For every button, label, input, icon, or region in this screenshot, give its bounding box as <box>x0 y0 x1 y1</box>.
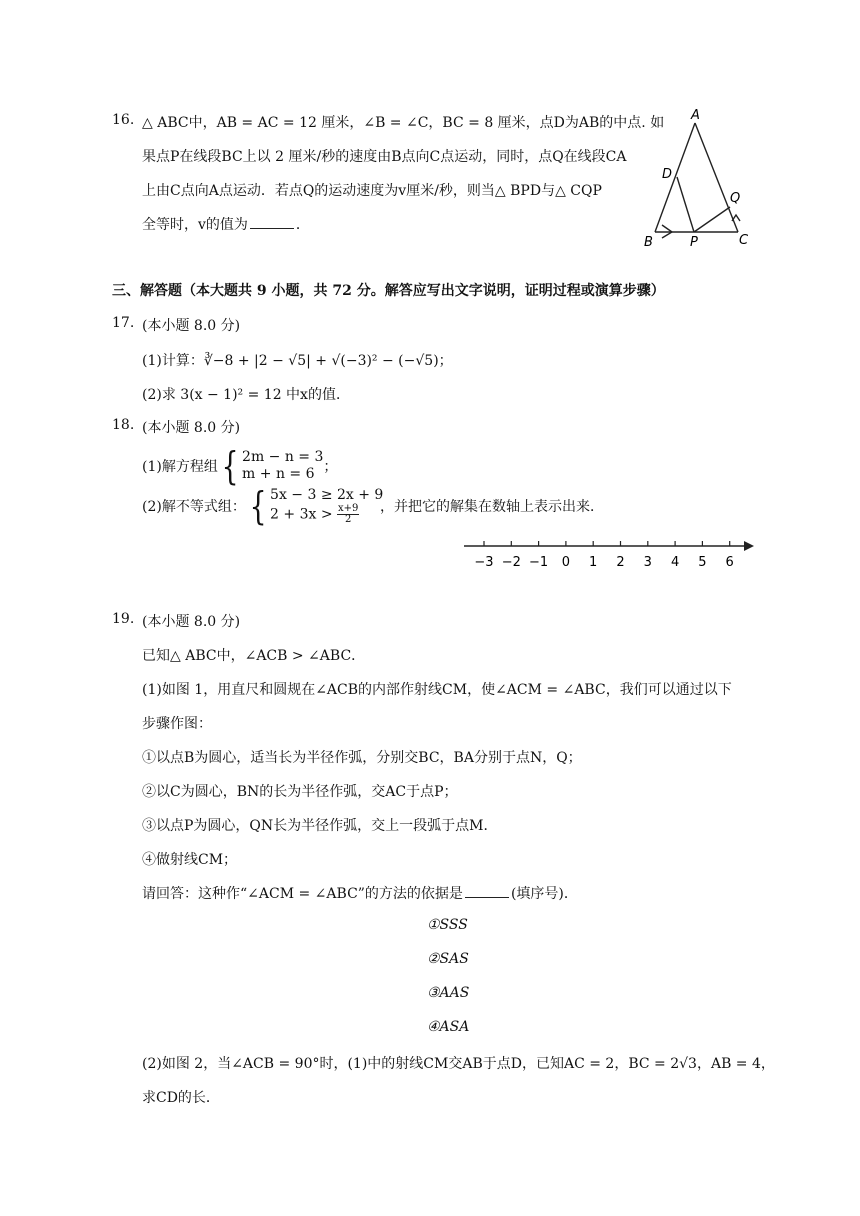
q18-part-1-system <box>242 449 323 483</box>
q18-fraction-denominator: 2 <box>345 514 352 525</box>
q19-part-2-line-1: (2)如图 2，当∠ACB = 90°时，(1)中的射线CM交AB于点D，已知AC = 2，BC = 2√3，AB = 4， <box>142 1056 775 1072</box>
q16-text-line-3: 上由C点向A点运动．若点Q的运动速度为v厘米/秒，则当△ BPD与△ CQP <box>142 183 602 199</box>
q19-part-1-line-2: 步骤作图： <box>142 716 212 732</box>
q19-part-1-line-1: (1)如图 1，用直尺和圆规在∠ACB的内部作射线CM，使∠ACM = ∠ABC，我们可以通过以下 <box>142 682 732 698</box>
q18-part-2-suffix: ，并把它的解集在数轴上表示出来． <box>380 499 605 515</box>
number-line-tick-label: 3 <box>643 555 652 570</box>
q16-text-line-4-b: ． <box>295 217 310 233</box>
triangle-figure <box>636 104 758 250</box>
q18-eq-2: m + n = 6 <box>242 466 315 482</box>
number-line-tick-label: −3 <box>474 555 494 570</box>
number-line-tick-label: 6 <box>725 555 734 570</box>
q19-score: (本小题 8.0 分) <box>142 614 241 630</box>
q17-number: 17. <box>112 315 135 331</box>
q18-ineq-2-fraction <box>337 504 359 525</box>
q18-ineq-2-left: 2 + 3x > <box>270 506 333 523</box>
q16-text-line-4 <box>142 214 310 234</box>
q16-answer-blank <box>250 214 294 229</box>
number-line-tick-label: 4 <box>670 555 680 570</box>
q19-step-3: ③以点P为圆心，QN长为半径作弧，交上一段弧于点M． <box>142 818 498 834</box>
q18-ineq-1: 5x − 3 ≥ 2x + 9 <box>270 487 384 503</box>
number-line-tick-label: −1 <box>529 555 549 570</box>
q18-part-1-brace: { <box>221 444 239 488</box>
q18-part-1-prefix: (1)解方程组 <box>142 459 218 475</box>
number-line-tick-label: 1 <box>589 555 598 570</box>
number-line-tick-label: 0 <box>561 555 571 570</box>
number-line-arrow <box>744 541 754 551</box>
q19-step-4: ④做射线CM； <box>142 852 238 868</box>
number-line-tick-label: 5 <box>698 555 707 570</box>
q19-answer-blank <box>465 883 509 898</box>
q16-text-line-2: 果点P在线段BC上以 2 厘米/秒的速度由B点向C点运动，同时，点Q在线段CA <box>142 149 627 165</box>
q18-part-2-brace: { <box>249 484 267 528</box>
q16-text-line-4-a: 全等时，v的值为 <box>142 217 248 233</box>
q19-choice-3: ③AAS <box>427 985 470 1001</box>
number-line-tick-label: −2 <box>501 555 521 570</box>
q19-number: 19. <box>112 611 135 627</box>
q18-part-1 <box>142 444 338 488</box>
figure-label-p: P <box>690 235 698 250</box>
figure-label-a: A <box>691 108 700 123</box>
q17-part-2: (2)求 3(x − 1)² = 12 中x的值． <box>142 387 350 403</box>
q19-question <box>142 883 578 903</box>
q18-number: 18. <box>112 417 135 433</box>
figure-label-d: D <box>662 167 673 182</box>
q18-fraction-numerator: x+9 <box>338 503 359 514</box>
q19-question-b: (填序号)． <box>510 886 578 902</box>
section-3-heading: 三、解答题（本大题共 9 小题，共 72 分。解答应写出文字说明，证明过程或演算步骤） <box>112 283 665 299</box>
q19-question-a: 请回答：这种作“∠ACM = ∠ABC”的方法的依据是 <box>142 886 463 902</box>
q16-text-line-1: △ ABC中，AB = AC = 12 厘米，∠B = ∠C，BC = 8 厘米，点D为AB的中点. 如 <box>142 115 665 131</box>
q19-choice-2: ②SAS <box>427 951 469 967</box>
q18-part-2 <box>142 484 605 528</box>
q18-ineq-2 <box>270 504 380 525</box>
number-line-tick-label: 2 <box>616 555 625 570</box>
q18-part-2-system <box>270 487 384 525</box>
q18-eq-1: 2m − n = 3 <box>242 449 324 465</box>
figure-label-c: C <box>739 233 749 248</box>
number-line <box>460 534 760 574</box>
q18-score: (本小题 8.0 分) <box>142 420 241 436</box>
q18-part-2-prefix: (2)解不等式组： <box>142 499 246 515</box>
q19-given: 已知△ ABC中，∠ACB > ∠ABC． <box>142 648 366 664</box>
figure-label-q: Q <box>730 191 741 206</box>
q17-score: (本小题 8.0 分) <box>142 318 241 334</box>
q16-number: 16. <box>112 112 135 128</box>
q19-choice-4: ④ASA <box>427 1019 470 1035</box>
q19-part-2-line-2: 求CD的长． <box>142 1090 220 1106</box>
q17-part-1: (1)计算：∛−8 + |2 − √5| + √(−3)² − (−√5)； <box>142 353 453 369</box>
q19-choice-1: ①SSS <box>427 917 468 933</box>
q19-step-2: ②以C为圆心，BN的长为半径作弧，交AC于点P； <box>142 784 458 800</box>
q19-step-1: ①以点B为圆心，适当长为半径作弧，分别交BC，BA分别于点N，Q； <box>142 750 582 766</box>
figure-label-b: B <box>644 235 653 250</box>
q18-part-1-suffix: ； <box>323 459 338 475</box>
